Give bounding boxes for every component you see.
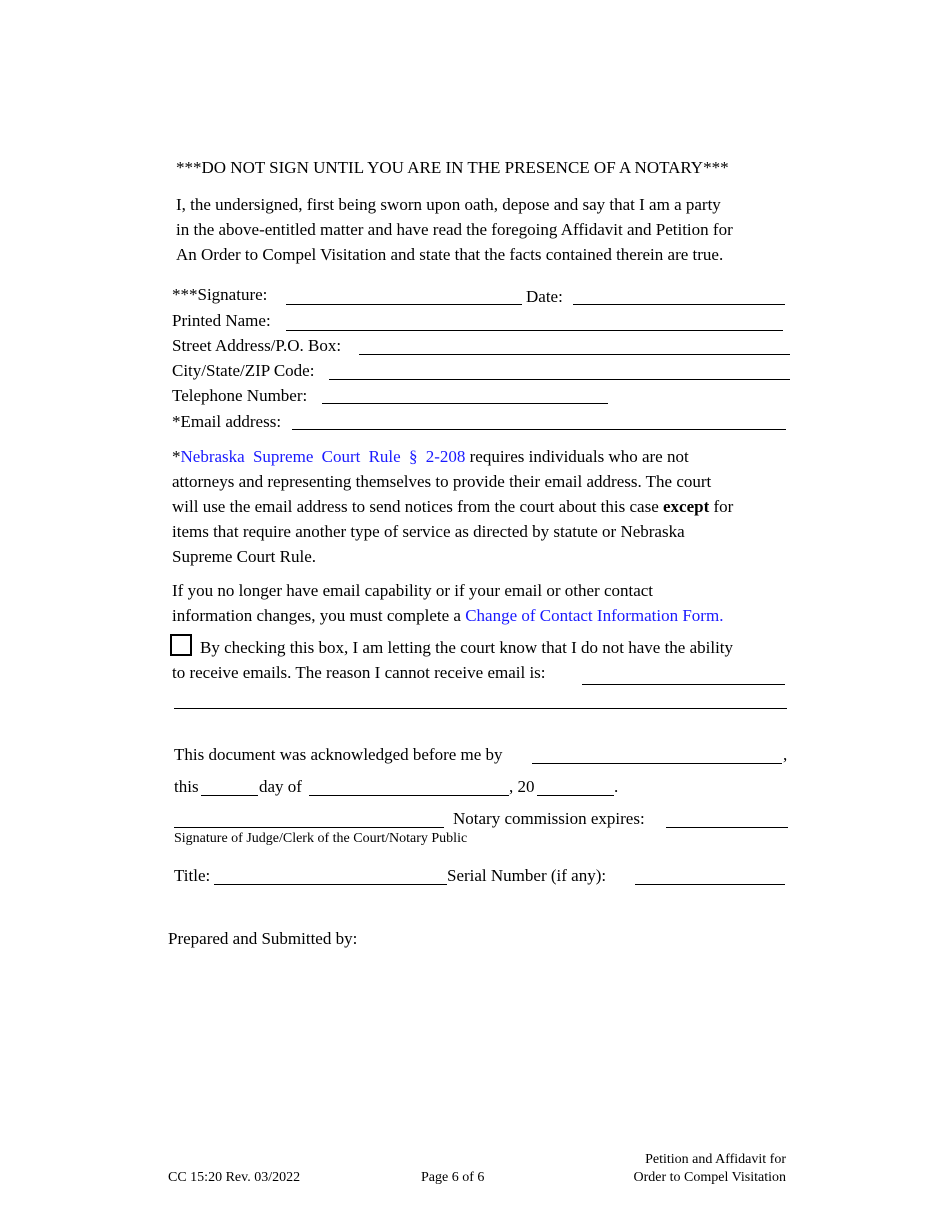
contact-change-line-2	[172, 603, 723, 628]
commission-expires-label: Notary commission expires:	[453, 809, 645, 828]
year-period: .	[614, 777, 619, 796]
contact-change-line-1: If you no longer have email capability or if your email or other contact	[172, 581, 654, 600]
document-title	[586, 1151, 786, 1187]
printed-name-field[interactable]	[286, 330, 783, 331]
asterisk: *	[172, 447, 181, 466]
commission-expires-field[interactable]	[666, 827, 788, 828]
email-label: *Email address:	[172, 412, 282, 431]
oath-line-3: An Order to Compel Visitation and state that the facts contained therein are true.	[176, 245, 724, 264]
no-email-reason-field-2[interactable]	[174, 708, 787, 709]
document-title-line-1: Petition and Affidavit for	[645, 1152, 786, 1167]
change-of-contact-form-link[interactable]: Change of Contact Information Form.	[465, 606, 724, 625]
contact-change-paragraph	[172, 578, 723, 628]
rule-notice-line-3-start: will use the email address to send notices from the court about this case	[172, 497, 663, 516]
rule-notice-line-3	[172, 494, 733, 519]
acknowledged-by-field[interactable]	[532, 763, 782, 764]
telephone-field[interactable]	[322, 403, 608, 404]
supreme-court-rule-link[interactable]: Nebraska Supreme Court Rule § 2-208	[180, 447, 466, 466]
street-address-label: Street Address/P.O. Box:	[172, 336, 342, 355]
city-state-zip-label: City/State/ZIP Code:	[172, 361, 315, 380]
oath-paragraph	[176, 192, 733, 267]
except-emphasis: except	[662, 497, 710, 516]
city-state-zip-field[interactable]	[329, 379, 790, 380]
serial-number-label: Serial Number (if any):	[447, 866, 607, 885]
date-field[interactable]	[573, 304, 785, 305]
no-email-checkbox[interactable]	[170, 634, 192, 656]
notary-signature-field[interactable]	[174, 827, 444, 828]
document-title-line-2: Order to Compel Visitation	[633, 1170, 786, 1185]
signature-label: ***Signature:	[172, 285, 268, 304]
no-email-line-1: By checking this box, I am letting the court know that I do not have the ability	[200, 638, 734, 657]
printed-name-label: Printed Name:	[172, 311, 271, 330]
serial-number-field[interactable]	[635, 884, 785, 885]
page-number: Page 6 of 6	[421, 1170, 485, 1185]
title-field[interactable]	[214, 884, 447, 885]
day-field[interactable]	[201, 795, 258, 796]
contact-change-line-2-start: information changes, you must complete a	[172, 606, 466, 625]
rule-notice-line-5: Supreme Court Rule.	[172, 547, 317, 566]
oath-line-1: I, the undersigned, first being sworn upon oath, depose and say that I am a party	[176, 195, 721, 214]
telephone-label: Telephone Number:	[172, 386, 308, 405]
acknowledged-comma: ,	[783, 745, 788, 764]
rule-notice-line-2: attorneys and representing themselves to provide their email address. The court	[172, 472, 712, 491]
rule-notice-line-1-rest: requires individuals who are not	[465, 447, 689, 466]
rule-notice-paragraph	[172, 444, 733, 569]
rule-notice-line-4: items that require another type of service as directed by statute or Nebraska	[172, 522, 685, 541]
month-field[interactable]	[309, 795, 509, 796]
acknowledged-by-label: This document was acknowledged before me by	[174, 745, 503, 764]
year-prefix: , 20	[509, 777, 535, 796]
signature-field[interactable]	[286, 304, 522, 305]
no-email-reason-field[interactable]	[582, 684, 785, 685]
year-field[interactable]	[537, 795, 614, 796]
street-address-field[interactable]	[359, 354, 790, 355]
date-label: Date:	[526, 287, 563, 306]
form-code: CC 15:20 Rev. 03/2022	[168, 1170, 301, 1185]
oath-line-2: in the above-entitled matter and have read the foregoing Affidavit and Petition for	[176, 220, 733, 239]
notary-warning: ***DO NOT SIGN UNTIL YOU ARE IN THE PRESENCE OF A NOTARY***	[176, 158, 729, 177]
day-of-label: day of	[259, 777, 302, 796]
title-label: Title:	[174, 866, 211, 885]
no-email-line-2: to receive emails. The reason I cannot receive email is:	[172, 663, 546, 682]
prepared-by-label: Prepared and Submitted by:	[168, 929, 358, 948]
this-label: this	[174, 777, 199, 796]
rule-notice-line-1	[172, 444, 733, 469]
notary-signature-caption: Signature of Judge/Clerk of the Court/Notary Public	[174, 831, 468, 846]
rule-notice-line-3-end: for	[709, 497, 734, 516]
email-field[interactable]	[292, 429, 786, 430]
